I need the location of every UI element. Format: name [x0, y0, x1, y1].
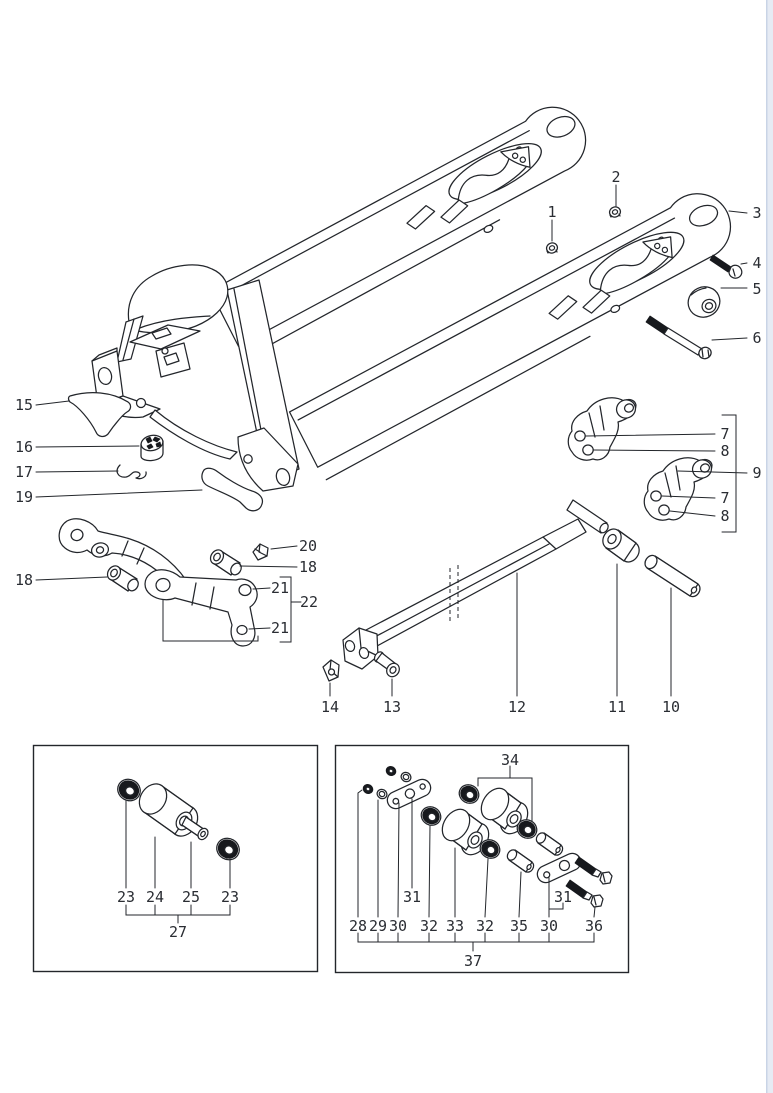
bolt-part-6 — [646, 316, 713, 360]
bracket-27 — [126, 905, 230, 915]
leader-part-20 — [271, 546, 297, 549]
callout-part-16: 16 — [14, 438, 34, 456]
rocker-arm-lower — [644, 457, 714, 520]
callout-part-37: 37 — [463, 952, 483, 970]
callout-part-2: 2 — [611, 168, 621, 186]
fork-frame — [92, 96, 753, 491]
callout-part-10: 10 — [661, 698, 681, 716]
pin-part-18-left — [105, 563, 141, 592]
callout-part-23: 23 — [220, 888, 240, 906]
callout-part-36: 36 — [584, 917, 604, 935]
clip-part-20 — [253, 544, 268, 560]
callout-part-32: 32 — [419, 917, 439, 935]
handle-hump — [128, 265, 227, 333]
callout-part-13: 13 — [382, 698, 402, 716]
callout-part-20: 20 — [298, 537, 318, 555]
callout-part-18: 18 — [14, 571, 34, 589]
callout-part-17: 17 — [14, 463, 34, 481]
leader-part-18 — [36, 577, 107, 580]
leader-part-32 — [485, 859, 488, 917]
link-plate-30-left — [385, 777, 434, 812]
callout-part-7: 7 — [720, 425, 730, 443]
callout-part-21: 21 — [270, 579, 290, 597]
callout-part-23: 23 — [116, 888, 136, 906]
bearing-32-left — [418, 803, 444, 829]
callout-part-9: 9 — [752, 464, 762, 482]
callout-part-14: 14 — [320, 698, 340, 716]
callout-part-7: 7 — [720, 489, 730, 507]
far-fork-strip-hole — [483, 224, 494, 234]
page-edge-line — [766, 0, 768, 1093]
roller-24 — [134, 779, 210, 842]
pin-35 — [505, 848, 535, 874]
leader-part-16 — [36, 446, 139, 447]
callout-part-15: 15 — [14, 396, 34, 414]
callout-part-18: 18 — [298, 558, 318, 576]
nut-28-top — [384, 765, 397, 778]
callout-part-33: 33 — [445, 917, 465, 935]
callout-part-28: 28 — [348, 917, 368, 935]
bushing-part-16 — [140, 433, 165, 460]
bearing-23-right — [213, 834, 243, 864]
leader-part-19 — [36, 490, 202, 497]
leader-part-32 — [429, 825, 430, 917]
nut-part-1 — [545, 241, 559, 254]
nut-part-2 — [608, 205, 622, 218]
callout-part-6: 6 — [752, 329, 762, 347]
leader-part-35 — [519, 872, 521, 917]
leader-part-3 — [729, 211, 747, 213]
leader-part-30 — [398, 803, 399, 917]
callout-part-34: 34 — [500, 751, 520, 769]
clip-part-14 — [323, 660, 339, 681]
tandem-roller-panel — [336, 746, 629, 973]
callout-part-30: 30 — [388, 917, 408, 935]
leader-part-36 — [594, 907, 595, 917]
washer-29-top — [399, 771, 412, 784]
wire-part-17 — [117, 465, 146, 479]
leader-part-8 — [593, 450, 715, 451]
callout-part-25: 25 — [181, 888, 201, 906]
roller-part-5 — [683, 282, 725, 323]
pin-35-second — [534, 831, 564, 857]
pin-part-13 — [373, 650, 402, 679]
bolt-part-4 — [710, 255, 742, 278]
callout-part-12: 12 — [507, 698, 527, 716]
callout-part-30: 30 — [539, 917, 559, 935]
wedge-part-15 — [69, 393, 131, 437]
callout-part-22: 22 — [299, 593, 319, 611]
leader-part-15 — [36, 401, 69, 405]
callout-part-19: 19 — [14, 488, 34, 506]
callout-part-29: 29 — [368, 917, 388, 935]
leader-part-18 — [240, 566, 297, 567]
pin-part-10 — [643, 553, 703, 599]
leader-part-6 — [712, 338, 747, 340]
panel-border — [336, 746, 629, 973]
callout-part-21: 21 — [270, 619, 290, 637]
callout-part-24: 24 — [145, 888, 165, 906]
callout-part-1: 1 — [547, 203, 557, 221]
callout-part-31: 31 — [553, 888, 573, 906]
callout-part-35: 35 — [509, 917, 529, 935]
link-plate-30-right — [535, 851, 584, 886]
nut-28 — [361, 783, 374, 796]
leader-part-17 — [36, 471, 118, 472]
callout-part-32: 32 — [475, 917, 495, 935]
pin-part-18-right — [208, 547, 244, 576]
wishbone-assembly — [59, 519, 257, 646]
callout-part-11: 11 — [607, 698, 627, 716]
callout-part-31: 31 — [402, 888, 422, 906]
washer-29 — [375, 788, 388, 801]
callout-part-8: 8 — [720, 507, 730, 525]
callout-part-3: 3 — [752, 204, 762, 222]
callout-part-8: 8 — [720, 442, 730, 460]
callout-part-5: 5 — [752, 280, 762, 298]
leader-part-4 — [741, 263, 747, 264]
rod-assembly — [343, 500, 610, 669]
callout-part-27: 27 — [168, 923, 188, 941]
callout-part-4: 4 — [752, 254, 762, 272]
bolt-36 — [575, 857, 612, 884]
leader-part-28 — [358, 790, 362, 917]
